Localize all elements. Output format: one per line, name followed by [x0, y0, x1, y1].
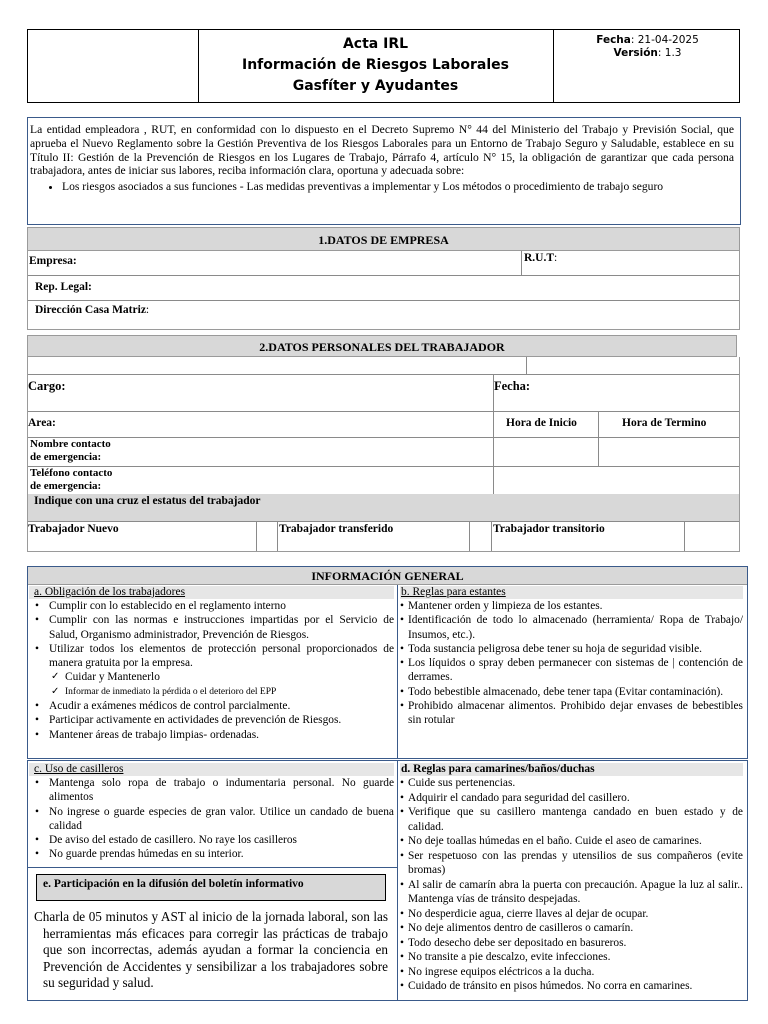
telefono-contacto-line1: Teléfono contacto — [30, 467, 113, 479]
trabajador-transitorio-checkbox[interactable] — [685, 522, 738, 550]
list-item: • Adquirir el candado para seguridad del casillero. — [400, 791, 743, 806]
nombre-contacto-line2: de emergencia: — [30, 451, 102, 463]
estantes-title: b. Reglas para estantes — [400, 586, 743, 599]
list-item: • Acudir a exámenes médicos de control parcialmente. — [29, 699, 394, 713]
nombre-contacto-label — [30, 438, 111, 464]
direccion-label: Dirección Casa Matriz — [35, 304, 146, 316]
list-item: • Participar activamente en actividades de prevención de Riesgos. — [29, 713, 394, 727]
title-line-1: Acta IRL — [342, 36, 409, 52]
hora-termino-label: Hora de Termino — [622, 417, 707, 429]
list-item: • Cumplir con lo establecido en el reglamento interno — [29, 599, 394, 613]
header-title — [198, 30, 554, 102]
cargo-label: Cargo: — [28, 379, 66, 393]
telefono-contacto-label — [30, 467, 112, 493]
estantes-section — [400, 586, 743, 728]
obligaciones-section — [29, 586, 394, 742]
participacion-text — [34, 909, 388, 992]
list-item: • Utilizar todos los elementos de protección personal proporcionados de manera gratuita por la empresa. — [29, 642, 394, 671]
list-item: • Prohibido almacenar alimentos. Prohibido dejar envases de bebestibles sin rotular — [400, 699, 743, 728]
document-header — [27, 29, 740, 103]
direccion-colon: : — [145, 304, 150, 316]
camarines-title: d. Reglas para camarines/baños/duchas — [400, 763, 743, 776]
fecha-trabajador-label: Fecha: — [494, 379, 531, 393]
empresa-table — [27, 251, 740, 330]
list-item: • No deje alimentos dentro de casilleros o camarín. — [400, 921, 743, 936]
list-item: • Cumplir con las normas e instrucciones impartidas por el Servicio de Salud, Organismo administrador, Prevención de Riesgos. — [29, 613, 394, 642]
list-item: • Todo desecho debe ser depositado en basureros. — [400, 936, 743, 951]
casilleros-title: c. Uso de casilleros — [29, 763, 394, 776]
trabajador-title: 2.DATOS PERSONALES DEL TRABAJADOR — [259, 340, 505, 354]
camarines-section — [400, 763, 743, 994]
list-item: • Mantener orden y limpieza de los estantes. — [400, 599, 743, 613]
intro-bullet: • Los riesgos asociados a sus funciones - Las medidas preventivas a implementar y Los métodos o procedimiento de trabajo seguro — [62, 180, 734, 194]
trabajador-title-bar — [27, 335, 737, 357]
logo-cell — [28, 30, 199, 102]
list-item: • Toda sustancia peligrosa debe tener su hoja de seguridad visible. — [400, 642, 743, 656]
list-item: • Verifique que su casillero mantenga candado en buen estado y de calidad. — [400, 805, 743, 834]
version-label: Versión — [613, 47, 658, 59]
obligaciones-list — [29, 599, 394, 742]
empresa-title: 1.DATOS DE EMPRESA — [318, 233, 449, 247]
list-item: • No deje toallas húmedas en el baño. Cuide el aseo de camarines. — [400, 834, 743, 849]
version-value: : 1.3 — [657, 47, 682, 59]
camarines-list — [400, 776, 743, 994]
list-item: • Todo bebestible almacenado, debe tener tapa (Evitar contaminación). — [400, 685, 743, 699]
trabajador-table — [27, 357, 740, 552]
title-line-2: Información de Riesgos Laborales — [241, 57, 509, 73]
list-item: • Ser respetuoso con las prendas y utensilios de sus compañeros (evite bromas) — [400, 849, 743, 878]
fecha-value: : 21-04-2025 — [630, 34, 699, 46]
list-item: • Cuidado de tránsito en pisos húmedos. No corra en camarines. — [400, 979, 743, 994]
trabajador-transitorio-label: Trabajador transitorio — [493, 523, 605, 535]
empresa-label: Empresa: — [29, 255, 77, 267]
general-title: INFORMACIÓN GENERAL — [311, 569, 464, 583]
estatus-label: Indique con una cruz el estatus del trabajador — [34, 495, 261, 507]
rut-colon: : — [554, 252, 558, 264]
list-item: • No guarde prendas húmedas en su interior. — [29, 847, 394, 861]
fecha-label: Fecha — [596, 34, 631, 46]
informacion-general-box — [27, 566, 748, 759]
empresa-title-bar — [27, 227, 740, 251]
hora-inicio-label: Hora de Inicio — [506, 417, 577, 429]
trabajador-transferido-label: Trabajador transferido — [279, 523, 394, 535]
list-item: • Al salir de camarín abra la puerta con precaución. Apague la luz al salir.. Mantenga vías de tránsito despejadas. — [400, 878, 743, 907]
casilleros-list — [29, 776, 394, 862]
header-meta — [555, 30, 740, 102]
list-item: • No ingrese equipos eléctricos a la ducha. — [400, 965, 743, 980]
area-label: Area: — [28, 417, 56, 429]
list-item: ✓ Informar de inmediato la pérdida o el deterioro del EPP — [29, 685, 394, 699]
title-line-3: Gasfíter y Ayudantes — [292, 78, 459, 94]
trabajador-nuevo-checkbox[interactable] — [257, 522, 276, 550]
nombre-contacto-line1: Nombre contacto — [30, 438, 111, 450]
list-item: • Cuide sus pertenencias. — [400, 776, 743, 791]
list-item: • Mantenga solo ropa de trabajo o indumentaria personal. No guarde alimentos — [29, 776, 394, 805]
list-item: • No desperdicie agua, cierre llaves al dejar de ocupar. — [400, 907, 743, 922]
rut-label: R.U.T — [524, 252, 555, 264]
list-item: ✓ Cuidar y Mantenerlo — [29, 670, 394, 684]
general-title-bar — [28, 567, 747, 585]
trabajador-nuevo-label: Trabajador Nuevo — [28, 523, 119, 535]
list-item: • No transite a pie descalzo, evite infecciones. — [400, 950, 743, 965]
obligaciones-title: a. Obligación de los trabajadores — [29, 586, 394, 599]
list-item: • Identificación de todo lo almacenado (herramienta/ Ropa de Trabajo/ Insumos, etc.). — [400, 613, 743, 642]
list-item: • No ingrese o guarde especies de gran valor. Utilice un candado de buena calidad — [29, 805, 394, 834]
intro-box — [27, 117, 741, 225]
list-item: • Mantener áreas de trabajo limpias- ordenadas. — [29, 728, 394, 742]
casilleros-section — [29, 763, 394, 862]
participacion-paragraph: Charla de 05 minutos y AST al inicio de la jornada laboral, son las herramientas más eficaces para corregir las prácticas de trabajo que son incorrectas, además ayudan a formar la conciencia en Prevención de Accidentes y sensibilizar a los trabajadores sobre su seguridad y salud. — [34, 909, 388, 991]
list-item: • Los líquidos o spray deben permanecer con sistemas de | contención de derrames. — [400, 656, 743, 685]
telefono-contacto-line2: de emergencia: — [30, 480, 102, 492]
informacion-general-box-2 — [27, 760, 748, 1001]
trabajador-transferido-checkbox[interactable] — [470, 522, 490, 550]
list-item: • De aviso del estado de casillero. No raye los casilleros — [29, 833, 394, 847]
participacion-title: e. Participación en la difusión del boletín informativo — [36, 874, 386, 901]
estantes-list — [400, 599, 743, 728]
rep-legal-label: Rep. Legal: — [35, 281, 92, 293]
intro-paragraph: La entidad empleadora , RUT, en conformidad con lo dispuesto en el Decreto Supremo N° 44 del Ministerio del Trabajo y Previsión Social, que aprueba el Nuevo Reglamento sobre la Gestión Preventiva de los Riesgos Laborales para un Entorno de Trabajo Seguro y Saludable, establece en su Título II: Gestión de la Prevención de Riesgos en los Lugares de Trabajo, Párrafo 4, artículo N° 15, la obligación de garantizar que cada persona trabajadora, antes de iniciar sus labores, reciba información clara, oportuna y adecuada sobre: — [30, 123, 734, 178]
